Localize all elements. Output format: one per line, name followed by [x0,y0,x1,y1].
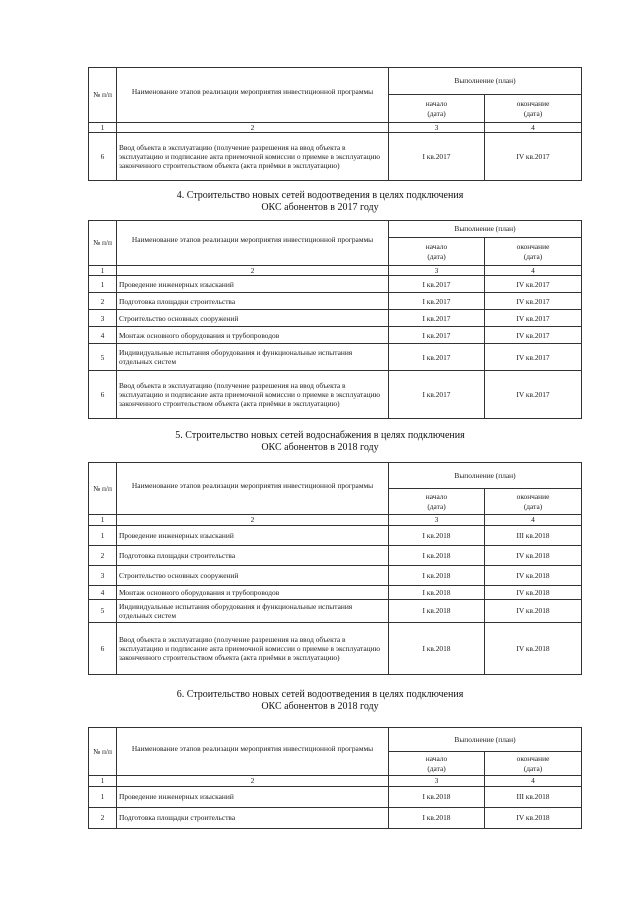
row-num: 6 [89,371,117,419]
section-4-title [0,190,640,214]
row-end: IV кв.2017 [485,276,582,293]
col-index: 2 [117,266,389,276]
section-title-line: ОКС абонентов в 2017 году [261,202,379,213]
header-name [117,463,389,515]
row-num: 3 [89,310,117,327]
col-index: 3 [389,266,485,276]
row-num: 1 [89,526,117,546]
row-end: IV кв.2018 [485,600,582,623]
row-end: IV кв.2017 [485,344,582,371]
col-index: 1 [89,776,117,787]
header-start: начало (дата) [389,95,485,123]
row-num: 5 [89,344,117,371]
column-index-row [89,123,582,133]
section-5-title [0,430,640,454]
row-end: III кв.2018 [485,787,582,808]
header-num: № п/п [89,68,117,123]
header-end: окончание (дата) [485,752,582,776]
table-row [89,623,582,675]
section-title-line: 5. Строительство новых сетей водоснабжения в целях подключения [175,430,465,441]
row-end: IV кв.2018 [485,808,582,829]
table-header-row [89,68,582,95]
col-index: 3 [389,776,485,787]
column-index-row [89,515,582,526]
row-start: I кв.2017 [389,327,485,344]
row-num: 2 [89,293,117,310]
section-title-line: ОКС абонентов в 2018 году [261,701,379,712]
table-row [89,293,582,310]
section-6-title [0,689,640,713]
col-index: 4 [485,123,582,133]
row-name: Монтаж основного оборудования и трубопроводов [117,327,389,344]
table-row [89,586,582,600]
col-index: 3 [389,515,485,526]
header-end: окончание (дата) [485,489,582,515]
row-start: I кв.2017 [389,133,485,181]
row-end: IV кв.2018 [485,546,582,566]
table-row [89,344,582,371]
col-index: 4 [485,515,582,526]
header-name-text: Наименование этапов реализации мероприятия инвестиционной программы [131,743,374,753]
header-name-text: Наименование этапов реализации мероприятия инвестиционной программы [131,87,374,97]
col-index: 2 [117,123,389,133]
header-start: начало (дата) [389,238,485,266]
row-end: IV кв.2018 [485,566,582,586]
header-name-text: Наименование этапов реализации мероприятия инвестиционной программы [131,480,374,490]
row-num: 6 [89,623,117,675]
row-name: Ввод объекта в эксплуатацию (получение разрешения на ввод объекта в эксплуатацию и подписание акта приемочной комиссии о приемке в эксплуатацию законченного строительством объекта (акта приёмки в эксплуатацию) [117,371,389,419]
header-end: окончание (дата) [485,238,582,266]
row-name: Ввод объекта в эксплуатацию (получение разрешения на ввод объекта в эксплуатацию и подписание акта приемочной комиссии о приемке в эксплуатацию законченного строительством объекта (акта приёмки в эксплуатацию) [117,623,389,675]
header-num: № п/п [89,221,117,266]
header-end: окончание (дата) [485,95,582,123]
row-start: I кв.2018 [389,808,485,829]
row-name: Подготовка площадки строительства [117,808,389,829]
col-index: 1 [89,266,117,276]
table-row [89,526,582,546]
row-num: 2 [89,546,117,566]
table-row [89,310,582,327]
row-start: I кв.2018 [389,623,485,675]
header-execution: Выполнение (план) [389,728,582,752]
table-header-row [89,221,582,238]
header-name [117,728,389,776]
row-num: 4 [89,327,117,344]
col-index: 4 [485,266,582,276]
row-name: Подготовка площадки строительства [117,293,389,310]
col-index: 3 [389,123,485,133]
header-name [117,68,389,123]
row-start: I кв.2018 [389,600,485,623]
row-num: 4 [89,586,117,600]
table-row [89,546,582,566]
col-index: 1 [89,515,117,526]
table-row [89,808,582,829]
header-name [117,221,389,266]
row-num: 6 [89,133,117,181]
schedule-table-2 [88,220,582,419]
row-name: Строительство основных сооружений [117,566,389,586]
column-index-row [89,776,582,787]
header-name-text: Наименование этапов реализации мероприятия инвестиционной программы [131,235,374,245]
row-start: I кв.2017 [389,344,485,371]
col-index: 1 [89,123,117,133]
header-num: № п/п [89,463,117,515]
row-start: I кв.2018 [389,787,485,808]
schedule-table-1 [88,67,582,181]
table-row [89,566,582,586]
row-end: IV кв.2017 [485,133,582,181]
row-end: III кв.2018 [485,526,582,546]
table-header-row [89,728,582,752]
row-name: Строительство основных сооружений [117,310,389,327]
table-row [89,787,582,808]
header-execution: Выполнение (план) [389,221,582,238]
table-row [89,133,582,181]
header-num: № п/п [89,728,117,776]
table-row [89,600,582,623]
row-num: 1 [89,787,117,808]
row-end: IV кв.2017 [485,327,582,344]
header-execution: Выполнение (план) [389,463,582,489]
row-start: I кв.2017 [389,276,485,293]
row-end: IV кв.2017 [485,371,582,419]
table-header-row [89,463,582,489]
header-execution: Выполнение (план) [389,68,582,95]
header-start: начало (дата) [389,752,485,776]
row-num: 1 [89,276,117,293]
row-name: Индивидуальные испытания оборудования и функциональные испытания отдельных систем [117,600,389,623]
row-end: IV кв.2018 [485,586,582,600]
row-start: I кв.2018 [389,586,485,600]
table-row [89,276,582,293]
schedule-table-4 [88,727,582,829]
row-start: I кв.2018 [389,546,485,566]
header-start: начало (дата) [389,489,485,515]
row-name: Проведение инженерных изысканий [117,526,389,546]
row-start: I кв.2017 [389,310,485,327]
row-start: I кв.2017 [389,293,485,310]
row-num: 5 [89,600,117,623]
schedule-table-3 [88,462,582,675]
col-index: 2 [117,515,389,526]
row-start: I кв.2017 [389,371,485,419]
row-name: Проведение инженерных изысканий [117,276,389,293]
row-name: Проведение инженерных изысканий [117,787,389,808]
section-title-line: ОКС абонентов в 2018 году [261,442,379,453]
row-start: I кв.2018 [389,526,485,546]
table-row [89,327,582,344]
row-end: IV кв.2017 [485,293,582,310]
row-name: Монтаж основного оборудования и трубопроводов [117,586,389,600]
row-name: Подготовка площадки строительства [117,546,389,566]
row-name: Индивидуальные испытания оборудования и функциональные испытания отдельных систем [117,344,389,371]
row-num: 3 [89,566,117,586]
section-title-line: 4. Строительство новых сетей водоотведения в целях подключения [176,190,464,201]
table-row [89,371,582,419]
row-end: IV кв.2017 [485,310,582,327]
row-num: 2 [89,808,117,829]
col-index: 4 [485,776,582,787]
row-end: IV кв.2018 [485,623,582,675]
column-index-row [89,266,582,276]
row-start: I кв.2018 [389,566,485,586]
row-name: Ввод объекта в эксплуатацию (получение разрешения на ввод объекта в эксплуатацию и подписание акта приемочной комиссии о приемке в эксплуатацию законченного строительством объекта (акта приёмки в эксплуатацию) [117,133,389,181]
col-index: 2 [117,776,389,787]
section-title-line: 6. Строительство новых сетей водоотведения в целях подключения [176,689,464,700]
